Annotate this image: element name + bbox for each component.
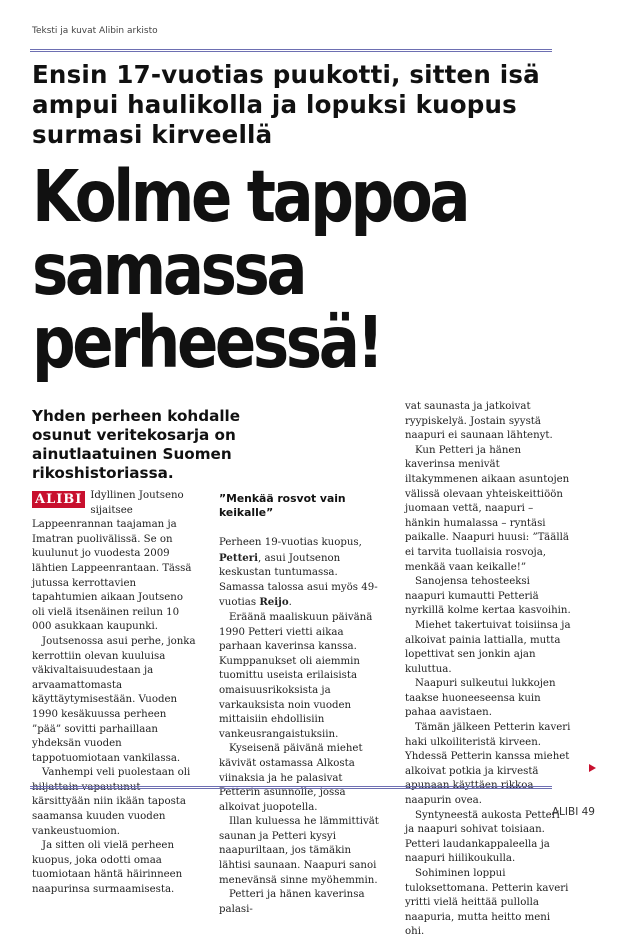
paragraph: ALIBI Idyllinen Joutseno sijaitsee Lappeenrannan taajaman ja Imatran puolivälissä. Se on kuulunut jo vuodesta 2009 lähtien Lappeenrantaan. Tässä jutussa kerrottavien tapahtumien aikaan Joutseno oli vielä itsenäinen reilun 10 000 asukkaan kaupunki. [32, 490, 192, 633]
lead-paragraph: Yhden perheen kohdalle osunut veritekosarja on ainutlaatuinen Suomen rikoshistoriassa. [32, 407, 241, 482]
paragraph: Perheen 19-vuotias kuopus, Petteri, asui Joutsenon keskustan tuntumassa. Samassa talossa asui myös 49-vuotias Reijo. [219, 537, 378, 609]
paragraph: Eräänä maaliskuun päivänä 1990 Petteri vietti aikaa parhaan kaverinsa kanssa. Kumppanukset oli aiemmin tuomittu useista erilaisista omaisuusrikoksista ja varkauksista noin vuoden mittaisiin ehdollisiin vankeusrangaistuksiin. [219, 611, 373, 740]
top-divider [30, 49, 552, 52]
article-column-2 [219, 489, 385, 917]
paragraph: Tämän jälkeen Petterin kaveri haki ulkoiliteristä kirveen. Yhdessä Petterin kanssa miehet alkoivat potkia ja kirvestä apunaan käyttäen rikkoa naapurin ovea. [405, 722, 571, 807]
kicker-headline: Ensin 17-vuotias puukotti, sitten isä ampui haulikolla ja lopuksi kuopus surmasi kirveellä [32, 60, 540, 149]
continue-arrow-icon [589, 764, 596, 772]
paragraph: Sanojensa tehosteeksi naapuri kumautti Petteriä nyrkillä kolme kertaa kasvoihin. [405, 576, 571, 617]
bottom-divider [30, 786, 552, 789]
paragraph: Miehet takertuivat toisiinsa ja alkoivat painia lattialla, mutta lopettivat sen jonkin ajan kuluttua. [405, 619, 571, 675]
paragraph: Sohiminen loppui tuloksettomana. Petterin kaveri yritti vielä heittää pullolla naapuria, mutta heitto meni ohi. [405, 868, 569, 938]
photo-credit: Teksti ja kuvat Alibin arkisto [32, 26, 158, 36]
page-number: ALIBI 49 [551, 806, 595, 818]
paragraph: Vanhempi veli puolestaan oli hiljattain vapautunut kärsittyään niin ikään taposta saamansa kuuden vuoden vankeustuomion. [32, 767, 191, 837]
article-column-1 [32, 489, 198, 898]
name-petteri: Petteri [219, 551, 258, 564]
headline-line-1: Kolme tappoa [32, 155, 468, 238]
alibi-logo: ALIBI [32, 491, 85, 508]
paragraph: vat saunasta ja jatkoivat ryypiskelyä. Jostain syystä naapuri ei saunaan lähtenyt. [405, 401, 553, 442]
article-column-3 [405, 400, 571, 940]
paragraph: Illan kuluessa he lämmittivät saunan ja Petteri kysyi naapuriltaan, jos tämäkin lähtisi saunaan. Naapuri sanoi menevänsä sinne myöhemmin. [219, 816, 379, 886]
section-subhead: ”Menkää rosvot vain keikalle” [219, 492, 346, 519]
paragraph: Joutsenossa asui perhe, jonka kerrottiin olevan kuuluisa väkivaltaisuudestaan ja arvaamattomasta käyttäytymisestään. Vuoden 1990 kesäkuussa perheen ”pää” sovitti parhaillaan yhdeksän vuoden tappotuomiotaan vankilassa. [32, 635, 196, 764]
paragraph: Naapuri sulkeutui lukkojen taakse huoneeseensa kuin pahaa aavistaen. [405, 678, 556, 719]
paragraph: Kyseisenä päivänä miehet kävivät ostamassa Alkosta viinaksia ja he palasivat Petterin asunnolle, jossa alkoivat juopotella. [219, 743, 363, 813]
main-headline [32, 155, 479, 384]
paragraph: Syntyneestä aukosta Petteri ja naapuri sohivat toisiaan. Petteri laudankappaleella ja naapuri hiilikoukulla. [405, 809, 560, 865]
paragraph: Ja sitten oli vielä perheen kuopus, joka odotti omaa tuomiotaan häntä häirinneen naapurinsa surmaamisesta. [32, 840, 183, 896]
name-reijo: Reijo [259, 596, 289, 609]
headline-line-2: samassa [32, 228, 305, 311]
paragraph: Kun Petteri ja hänen kaverinsa menivät iltakymmenen aikaan asuntojen välissä olevaan yhteiskeittiöön juomaan vettä, naapuri – hänkin humalassa – ryntäsi paikalle. Naapuri huusi: ”Täällä ei tarvita tuollaisia rosvoja, menkää vaan keikalle!” [405, 444, 570, 573]
paragraph: Petteri ja hänen kaverinsa palasi- [219, 889, 365, 915]
headline-line-3: perheessä! [32, 301, 381, 384]
